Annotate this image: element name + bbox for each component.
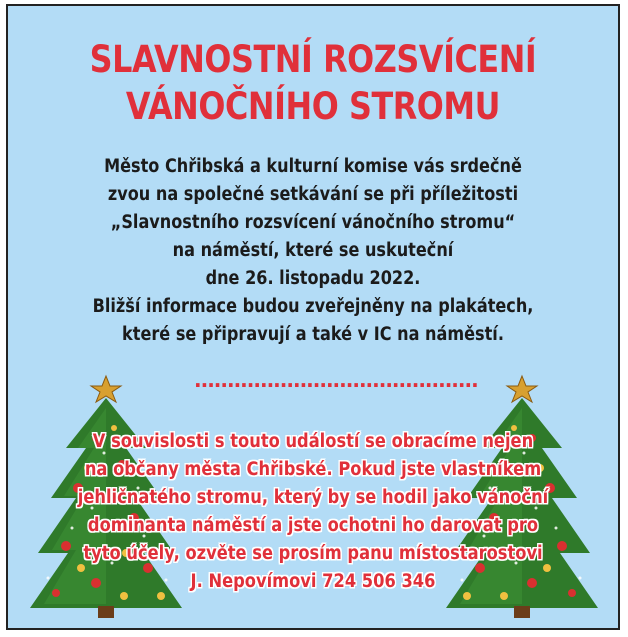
appeal-line: jehličnatého stromu, který by se hodil jako vánoční <box>77 487 549 508</box>
intro-line: „Slavnostního rozsvícení vánočního stromu“ <box>110 212 516 233</box>
appeal-line: na občany města Chřibské. Pokud jste vlastníkem <box>84 459 542 480</box>
appeal-line: tyto účely, ozvěte se prosím panu místostarostovi <box>83 543 543 564</box>
intro-line: na náměstí, které se uskuteční <box>172 240 454 261</box>
intro-line: Město Chřibská a kulturní komise vás srdečně <box>104 156 522 177</box>
title-line-2: VÁNOČNÍHO STROMU <box>125 85 501 128</box>
intro-line: Bližší informace budou zveřejněny na plakátech, <box>92 296 534 317</box>
dotted-divider: ........................................... <box>194 368 478 392</box>
appeal-line: dominanta náměstí a jste ochotni ho darovat pro <box>87 515 539 536</box>
title-line-1: SLAVNOSTNÍ ROZSVÍCENÍ <box>89 38 537 81</box>
intro-text <box>65 153 561 349</box>
intro-line: dne 26. listopadu 2022. <box>205 268 421 289</box>
poster <box>6 4 620 630</box>
page-title <box>51 36 576 130</box>
intro-line: které se připravují a také v IC na náměstí. <box>122 324 504 345</box>
appeal-line: J. Nepovímovi 724 506 346 <box>190 571 436 592</box>
intro-line: zvou na společné setkávání se při příležitosti <box>107 184 519 205</box>
appeal-text <box>71 428 555 596</box>
appeal-line: V souvislosti s touto událostí se obracíme nejen <box>92 431 534 452</box>
